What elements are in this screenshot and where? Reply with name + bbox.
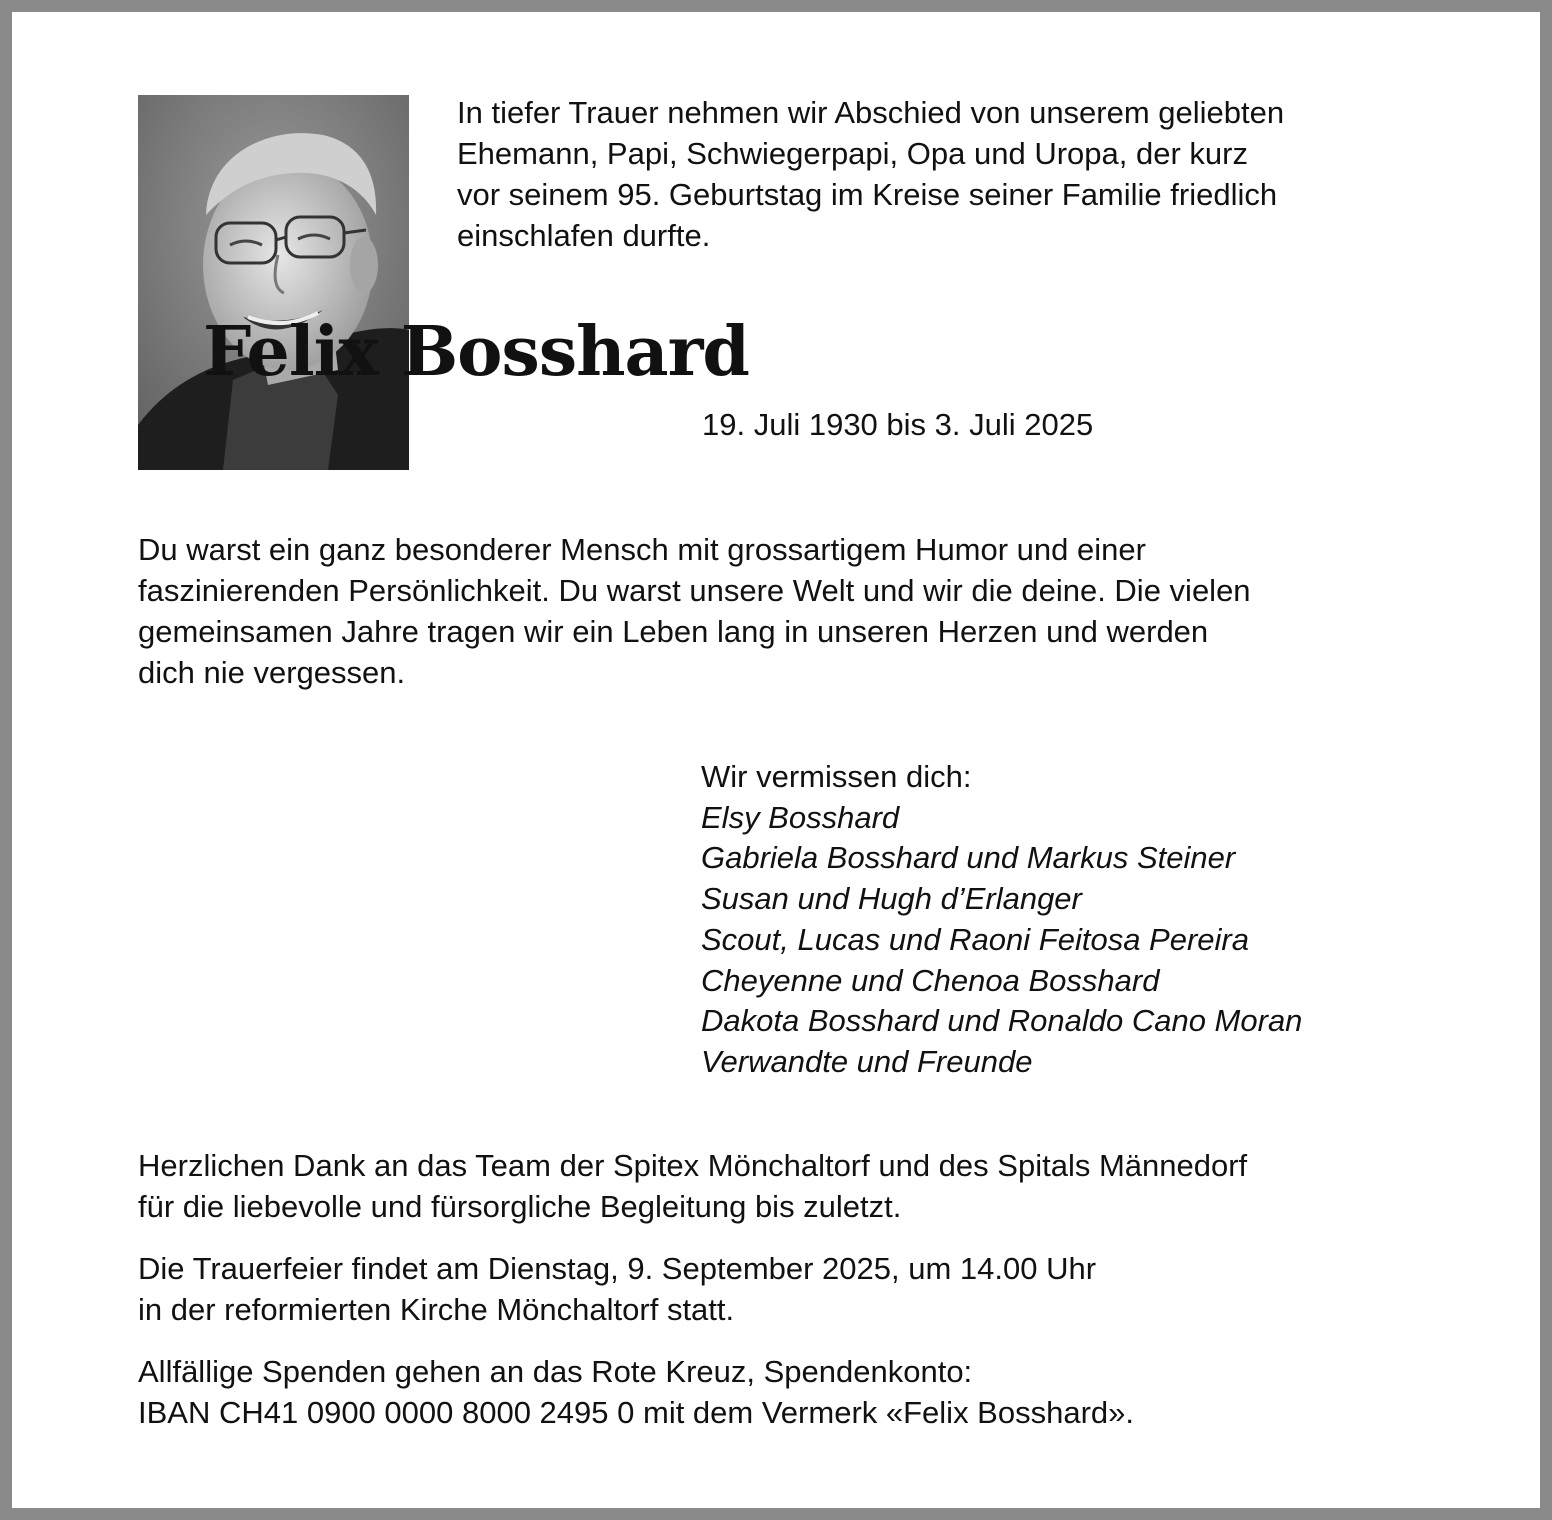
service-text — [138, 1248, 1096, 1330]
obituary-page — [12, 12, 1540, 1508]
tribute-text — [138, 529, 1251, 693]
intro-line: vor seinem 95. Geburtstag im Kreise seiner Familie friedlich — [457, 177, 1278, 212]
life-dates: 19. Juli 1930 bis 3. Juli 2025 — [702, 407, 1094, 442]
portrait-photo — [138, 95, 409, 470]
deceased-name: Felix Bosshard — [203, 312, 749, 392]
mourner-name: Dakota Bosshard und Ronaldo Cano Moran — [701, 1003, 1303, 1039]
tribute-line: gemeinsamen Jahre tragen wir ein Leben lang in unseren Herzen und werden — [138, 614, 1209, 649]
intro-line: Ehemann, Papi, Schwiegerpapi, Opa und Uropa, der kurz — [457, 136, 1248, 171]
tribute-line: dich nie vergessen. — [138, 655, 406, 690]
intro-line: einschlafen durfte. — [457, 218, 711, 253]
service-line: Die Trauerfeier findet am Dienstag, 9. September 2025, um 14.00 Uhr — [138, 1251, 1097, 1286]
mourner-name: Gabriela Bosshard und Markus Steiner — [701, 840, 1236, 876]
thanks-line: Herzlichen Dank an das Team der Spitex Mönchaltorf und des Spitals Männedorf — [138, 1148, 1248, 1183]
mourners-block — [701, 757, 1302, 1083]
donations-line: IBAN CH41 0900 0000 8000 2495 0 mit dem Vermerk «Felix Bosshard». — [138, 1395, 1134, 1430]
thanks-line: für die liebevolle und fürsorgliche Begleitung bis zuletzt. — [138, 1189, 902, 1224]
mourners-heading: Wir vermissen dich: — [701, 759, 972, 794]
mourner-name: Cheyenne und Chenoa Bosshard — [701, 962, 1160, 998]
donations-line: Allfällige Spenden gehen an das Rote Kreuz, Spendenkonto: — [138, 1354, 973, 1389]
donations-text — [138, 1351, 1134, 1433]
tribute-line: Du warst ein ganz besonderer Mensch mit grossartigem Humor und einer — [138, 532, 1146, 567]
intro-line: In tiefer Trauer nehmen wir Abschied von unserem geliebten — [457, 95, 1285, 130]
intro-text — [457, 92, 1417, 256]
mourner-name: Elsy Bosshard — [701, 799, 900, 835]
mourner-name: Verwandte und Freunde — [701, 1043, 1033, 1079]
thanks-text — [138, 1145, 1247, 1227]
tribute-line: faszinierenden Persönlichkeit. Du warst unsere Welt und wir die deine. Die vielen — [138, 573, 1251, 608]
mourner-name: Susan und Hugh d’Erlanger — [701, 881, 1082, 917]
mourner-name: Scout, Lucas und Raoni Feitosa Pereira — [701, 921, 1249, 957]
service-line: in der reformierten Kirche Mönchaltorf statt. — [138, 1292, 735, 1327]
mourners-list — [701, 798, 1302, 1083]
